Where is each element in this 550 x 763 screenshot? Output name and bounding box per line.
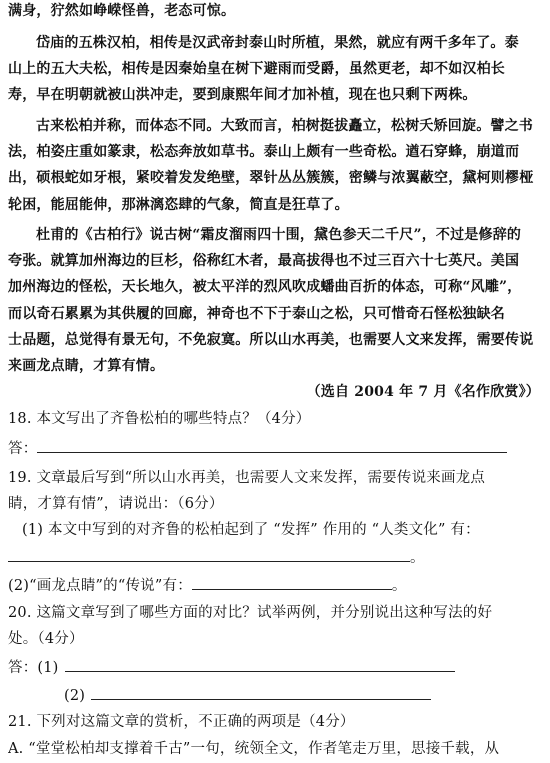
question-20-line-1: 20. 这篇文章写到了哪些方面的对比？试举两例，并分别说出这种写法的好	[8, 605, 493, 621]
question-20-answer-2-blank[interactable]	[91, 685, 431, 700]
article-line-2: 岱庙的五株汉柏，相传是汉武帝封泰山时所植，果然，就应有两千多年了。泰	[36, 35, 519, 51]
question-19-sub-2-blank[interactable]	[192, 575, 392, 590]
question-19-sub-1-answer-row	[8, 547, 542, 567]
article-line-4: 寿，早在明朝就被山洪冲走，要到康熙年间才加补植，现在也只剩下两株。	[8, 87, 477, 103]
article-line-1: 满身，狞然如峥嵘怪兽，老态可惊。	[8, 3, 236, 19]
question-20-answer-label: 答：(1)	[8, 660, 59, 676]
article-line-6: 法，柏姿庄重如篆隶，松态奔放如草书。泰山上颇有一些奇松。遒石穿蜂，崩道而	[8, 144, 520, 160]
article-line-3: 山上的五大夫松，相传是因秦始皇在树下避雨而受爵，虽然更老，却不如汉柏长	[8, 61, 505, 77]
question-20-answer-2-row	[8, 685, 542, 705]
question-19-sub-2-end: 。	[391, 578, 407, 594]
question-20-line-2: 处。（4分）	[8, 631, 84, 647]
article-line-9: 杜甫的《古柏行》说古树“霜皮溜雨四十围，黛色参天二千尺”，不过是修辞的	[36, 227, 522, 243]
article-source: （选自 2004 年 7 月《名作欣赏》）	[306, 384, 540, 400]
question-19-sub-1: (1) 本文中写到的对齐鲁的松柏起到了 “发挥” 作用的 “人类文化” 有：	[22, 522, 480, 538]
question-20-answer-2-label: (2)	[64, 688, 86, 704]
article-line-8: 轮困，能屈能伸，那淋漓恣肆的气象，简直是狂草了。	[8, 197, 349, 213]
question-20-answer-1-row	[8, 657, 542, 677]
question-19-sub-1-blank[interactable]	[8, 547, 410, 562]
question-21: 21. 下列对这篇文章的赏析，不正确的两项是（4分）	[8, 714, 355, 730]
question-19-sub-2: (2)“画龙点睛”的“传说”有：	[8, 578, 192, 594]
question-19-sub-1-end: 。	[410, 550, 425, 566]
question-20-answer-1-blank[interactable]	[65, 657, 455, 672]
question-18: 18. 本文写出了齐鲁松柏的哪些特点？（4分）	[8, 411, 311, 427]
article-line-5: 古来松柏并称，而体态不同。大致而言，柏树挺拔矗立，松树夭矫回旋。譬之书	[36, 118, 533, 134]
article-line-11: 加州海边的怪松，天长地久，被太平洋的烈风吹成蟠曲百折的体态，可称“风雕”，	[8, 279, 522, 295]
question-21-option-a: A. “堂堂松柏却支撑着千古”一句，统领全文，作者笔走万里，思接千载，从	[8, 741, 500, 757]
article-line-12: 而以奇石累累为其供履的回廊，神奇也不下于泰山之松，只可惜奇石怪松独缺名	[8, 306, 505, 322]
question-18-answer-blank[interactable]	[37, 438, 507, 453]
question-19-sub-2-row	[8, 575, 542, 595]
article-line-13: 士品题，总觉得有景无句，不免寂寞。所以山水再美，也需要人文来发挥，需要传说	[8, 332, 534, 348]
question-18-answer-label: 答：	[8, 441, 38, 457]
article-line-10: 夸张。就算加州海边的巨杉，俗称红木者，最高拔得也不过三百六十七英尺。美国	[8, 253, 520, 269]
question-18-answer-row	[8, 438, 542, 458]
article-line-7: 出，硕根蛇如牙根，紧咬着发发绝壁，翠针丛丛簇簇，密鳞与浓翼蔽空，黛柯则樛桠	[8, 170, 534, 186]
question-19-line-1: 19. 文章最后写到“所以山水再美，也需要人文来发挥，需要传说来画龙点	[8, 470, 486, 486]
article-line-14: 来画龙点睛，才算有情。	[8, 358, 165, 374]
question-19-line-2: 睛，才算有情”，请说出：（6分）	[8, 496, 224, 512]
